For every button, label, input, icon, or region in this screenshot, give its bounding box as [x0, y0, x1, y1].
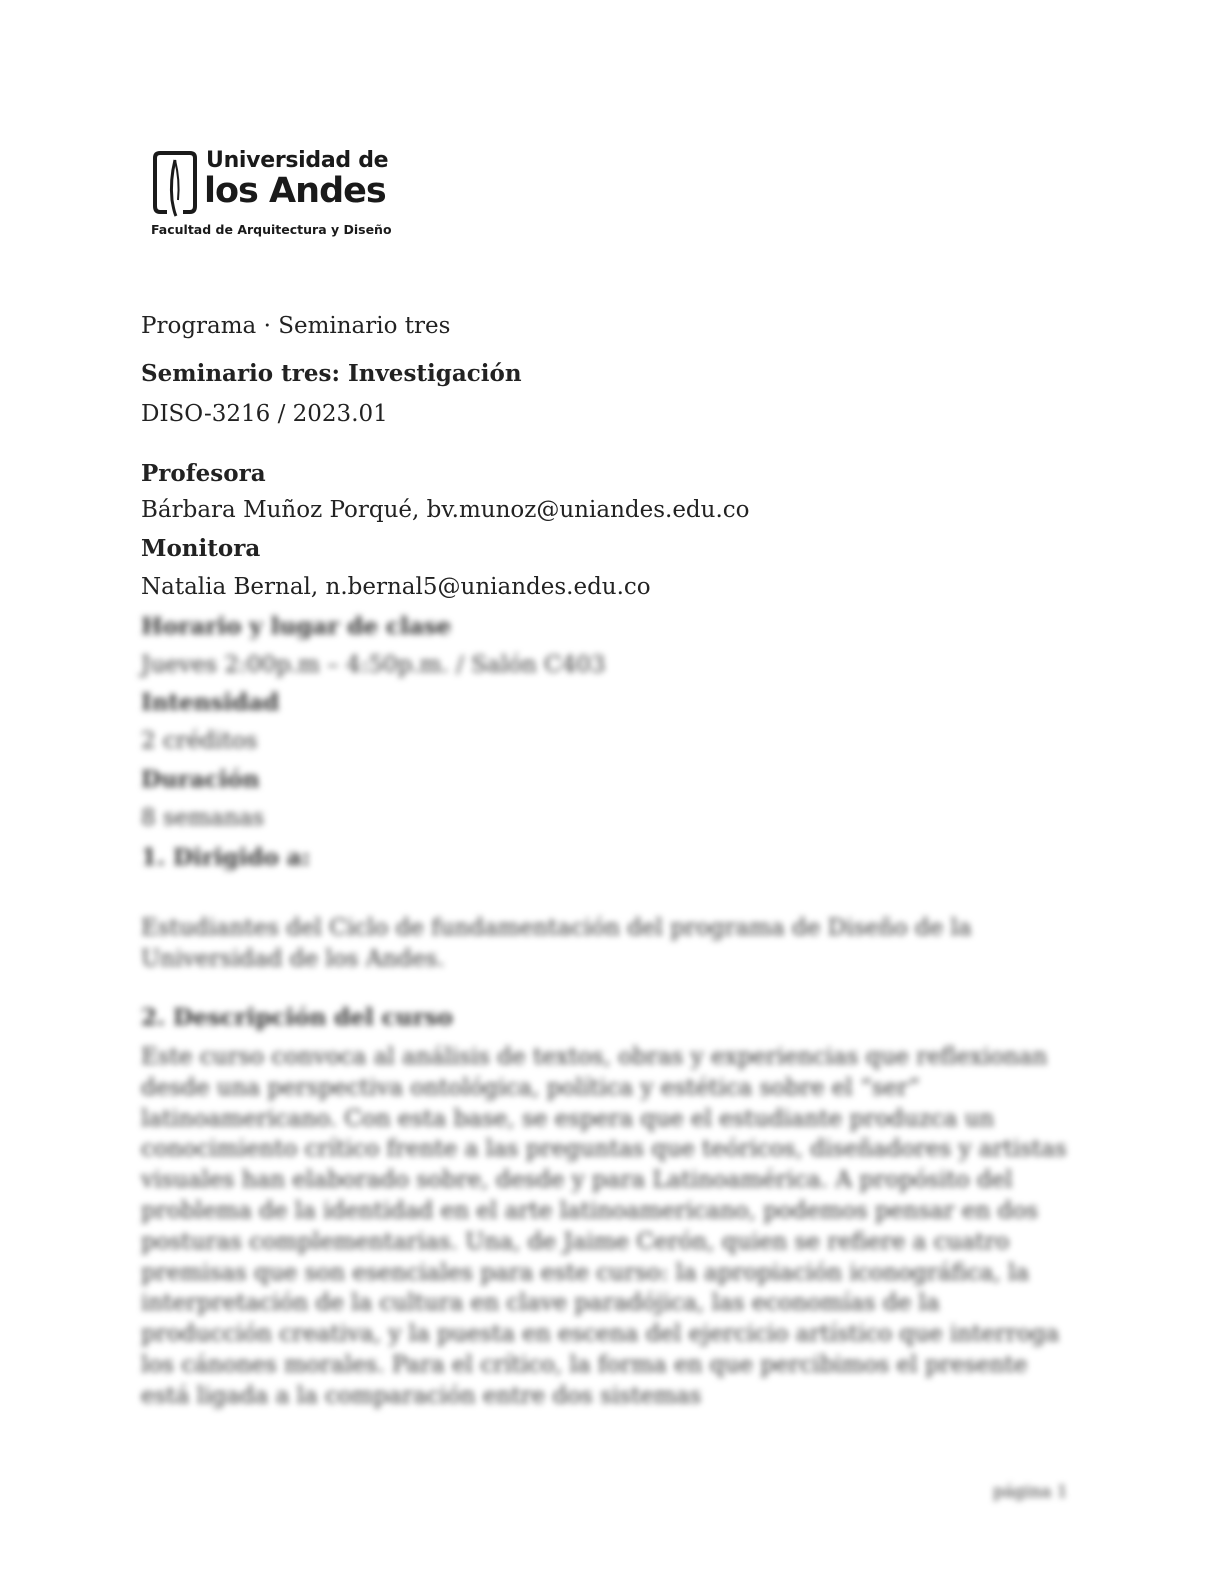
schedule-value: Jueves 2:00p.m – 4:50p.m. / Salón C403 [141, 652, 606, 678]
breadcrumb: Programa · Seminario tres [141, 313, 451, 339]
assistant-value: Natalia Bernal, n.bernal5@uniandes.edu.co [141, 574, 651, 600]
assistant-label: Monitora [141, 535, 261, 562]
logo-university-line1: Universidad de [206, 148, 389, 173]
university-logo [150, 148, 392, 243]
section-2-heading: 2. Descripción del curso [141, 1004, 453, 1031]
section-1-text: Estudiantes del Ciclo de fundamentación del programa de Diseño de la Universidad de los Andes. [141, 915, 972, 972]
section-1-heading: 1. Dirigido a: [141, 844, 311, 871]
professor-value: Bárbara Muñoz Porqué, bv.munoz@uniandes.edu.co [141, 497, 750, 523]
logo-university-line2: los Andes [204, 171, 386, 211]
section-2-text: Este curso convoca al análisis de textos, obras y experiencias que reflexionan desde una perspectiva ontológica, política y estética sobre el “ser” latinoamericano. Con esta base, se espera que el estudiante produzca un conocimiento crítico frente a las preguntas que teóricos, diseñadores y artistas visuales han elaborado sobre, desde y para Latinoamérica. A propósito del problema de la identidad en el arte latinoamericano, podemos pensar en dos posturas complementarias. Una, de Jaime Cerón, quien se refiere a cuatro premisas que son esenciales para este curso: la apropiación iconográfica, la interpretación de la cultura en clave paradójica, las economías de la producción creativa, y la puesta en escena del ejercicio artístico que interroga los cánones morales. Para el crítico, la forma en que percibimos el presente está ligada a la comparación entre dos sistemas [141, 1044, 1067, 1409]
schedule-label: Horario y lugar de clase [141, 613, 452, 640]
duration-label: Duración [141, 766, 260, 793]
intensity-label: Intensidad [141, 689, 280, 716]
logo-faculty: Facultad de Arquitectura y Diseño [151, 222, 392, 237]
course-code: DISO-3216 / 2023.01 [141, 401, 388, 427]
course-title: Seminario tres: Investigación [141, 360, 522, 387]
professor-label: Profesora [141, 460, 266, 487]
page-number: página 1 [993, 1482, 1068, 1502]
duration-value: 8 semanas [141, 805, 265, 831]
andes-logo-icon [150, 150, 200, 218]
intensity-value: 2 créditos [141, 728, 258, 754]
